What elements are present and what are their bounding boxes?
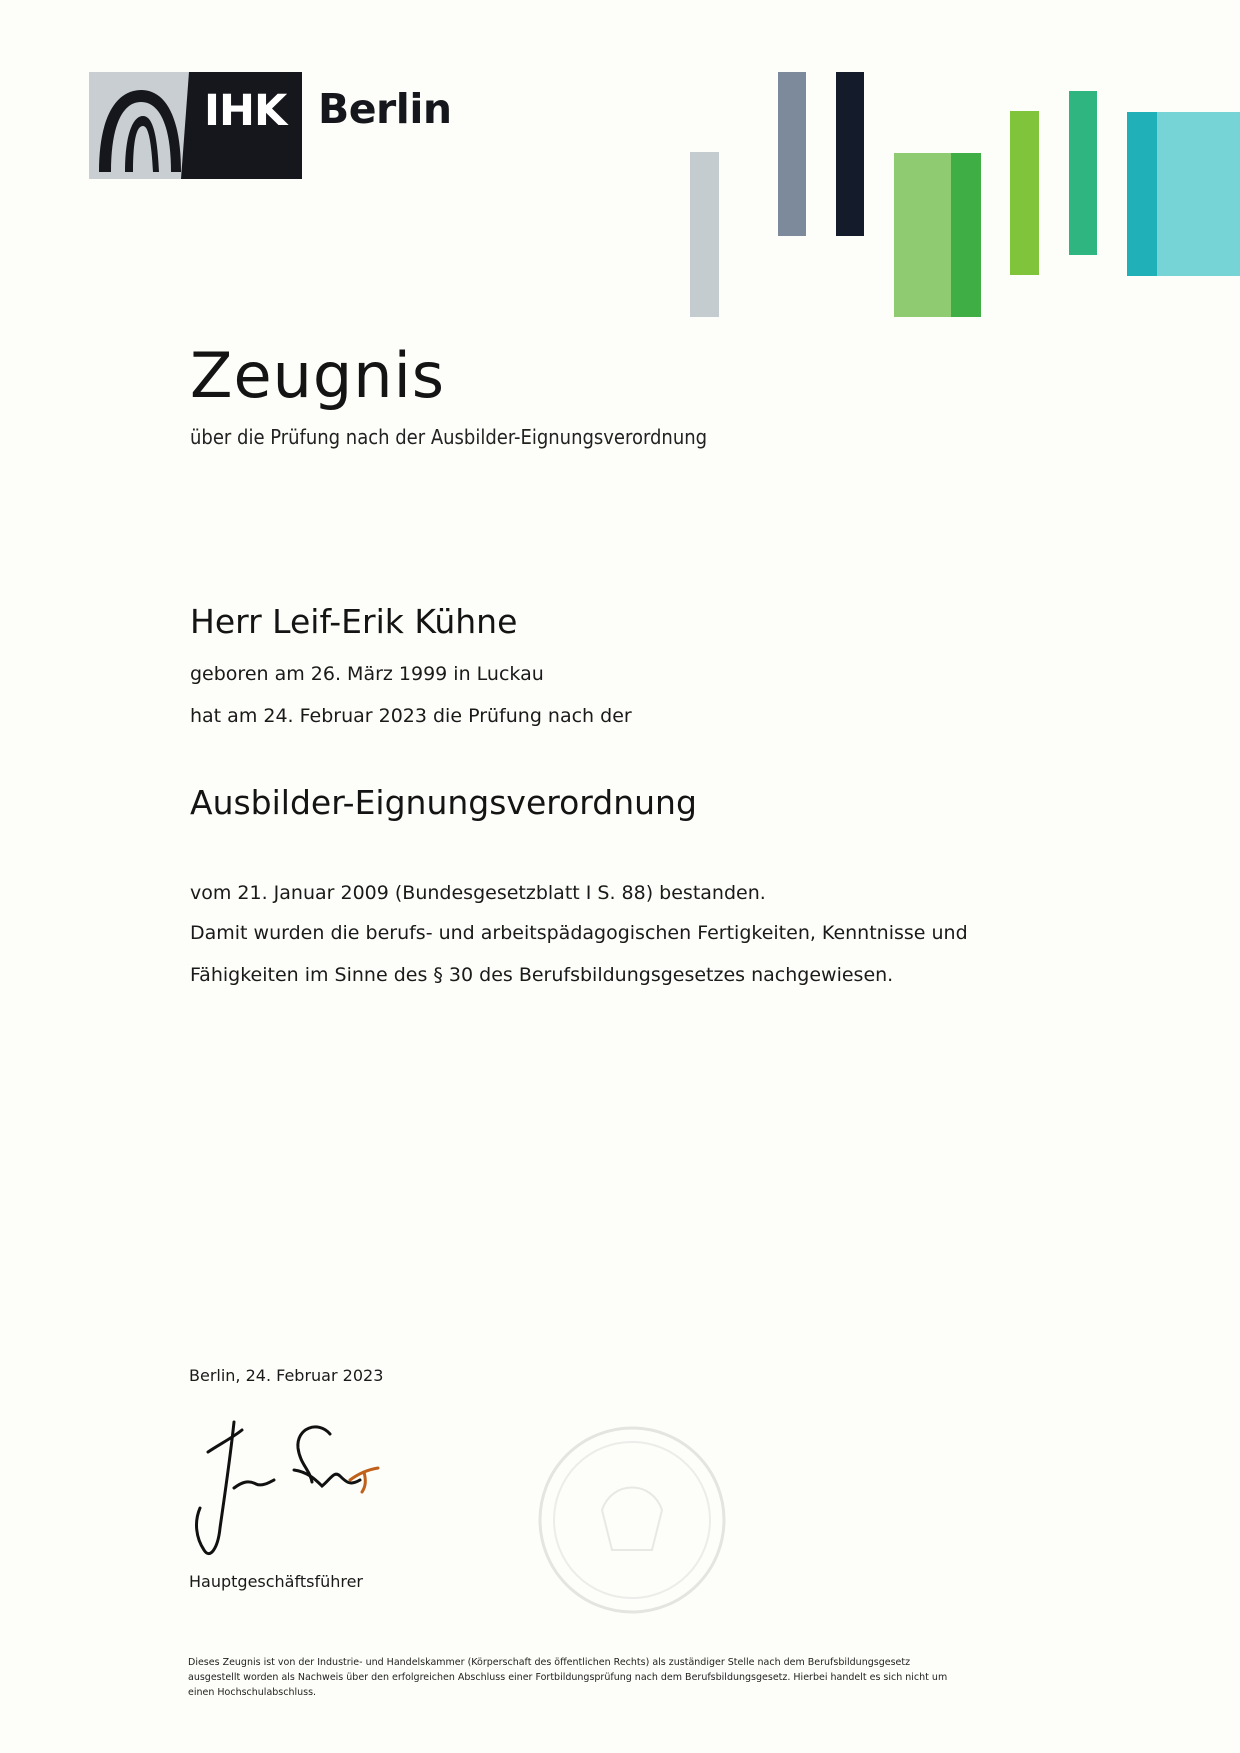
bar-green (951, 153, 981, 317)
bar-lime (1010, 111, 1039, 275)
ihk-logo (89, 72, 302, 179)
body-line-2: Damit wurden die berufs- und arbeitspädagogischen Fertigkeiten, Kenntnisse und (190, 922, 968, 944)
signer-role: Hauptgeschäftsführer (189, 1572, 364, 1591)
body-line-3: Fähigkeiten im Sinne des § 30 des Berufsbildungsgesetzes nachgewiesen. (190, 964, 894, 986)
bar-cyan-light (1157, 112, 1240, 276)
regulation-title: Ausbilder-Eignungsverordnung (190, 783, 697, 822)
embossed-seal (532, 1420, 732, 1624)
document-subtitle: über die Prüfung nach der Ausbilder-Eignungsverordnung (190, 425, 708, 449)
bar-grey-light (690, 152, 719, 317)
bar-navy (836, 72, 864, 236)
recipient-name: Herr Leif-Erik Kühne (190, 602, 518, 641)
bar-grey-blue (778, 72, 806, 236)
signature-image (190, 1410, 430, 1574)
document-title: Zeugnis (190, 339, 446, 412)
logo-abbr: IHK (204, 86, 287, 136)
body-line-1: vom 21. Januar 2009 (Bundesgesetzblatt I S. 88) bestanden. (190, 882, 766, 904)
bar-green-light (894, 153, 952, 317)
legal-footnote: Dieses Zeugnis ist von der Industrie- und Handelskammer (Körperschaft des öffentlichen Rechts) als zuständiger Stelle nach dem Berufsbildungsgesetz ausgestellt worden als Nachweis über den erfolgreichen Abschluss einer Fortbildungsprüfung nach dem Berufsbildungsgesetz. Hierbei handelt es sich nicht um einen Hochschulabschluss. (188, 1657, 948, 1698)
arch-icon (89, 72, 201, 179)
bar-teal (1127, 112, 1157, 276)
logo-city: Berlin (318, 85, 452, 133)
bar-teal-green (1069, 91, 1097, 255)
birth-line: geboren am 26. März 1999 in Luckau (190, 663, 544, 685)
exam-line: hat am 24. Februar 2023 die Prüfung nach der (190, 705, 632, 727)
place-date: Berlin, 24. Februar 2023 (189, 1366, 384, 1385)
